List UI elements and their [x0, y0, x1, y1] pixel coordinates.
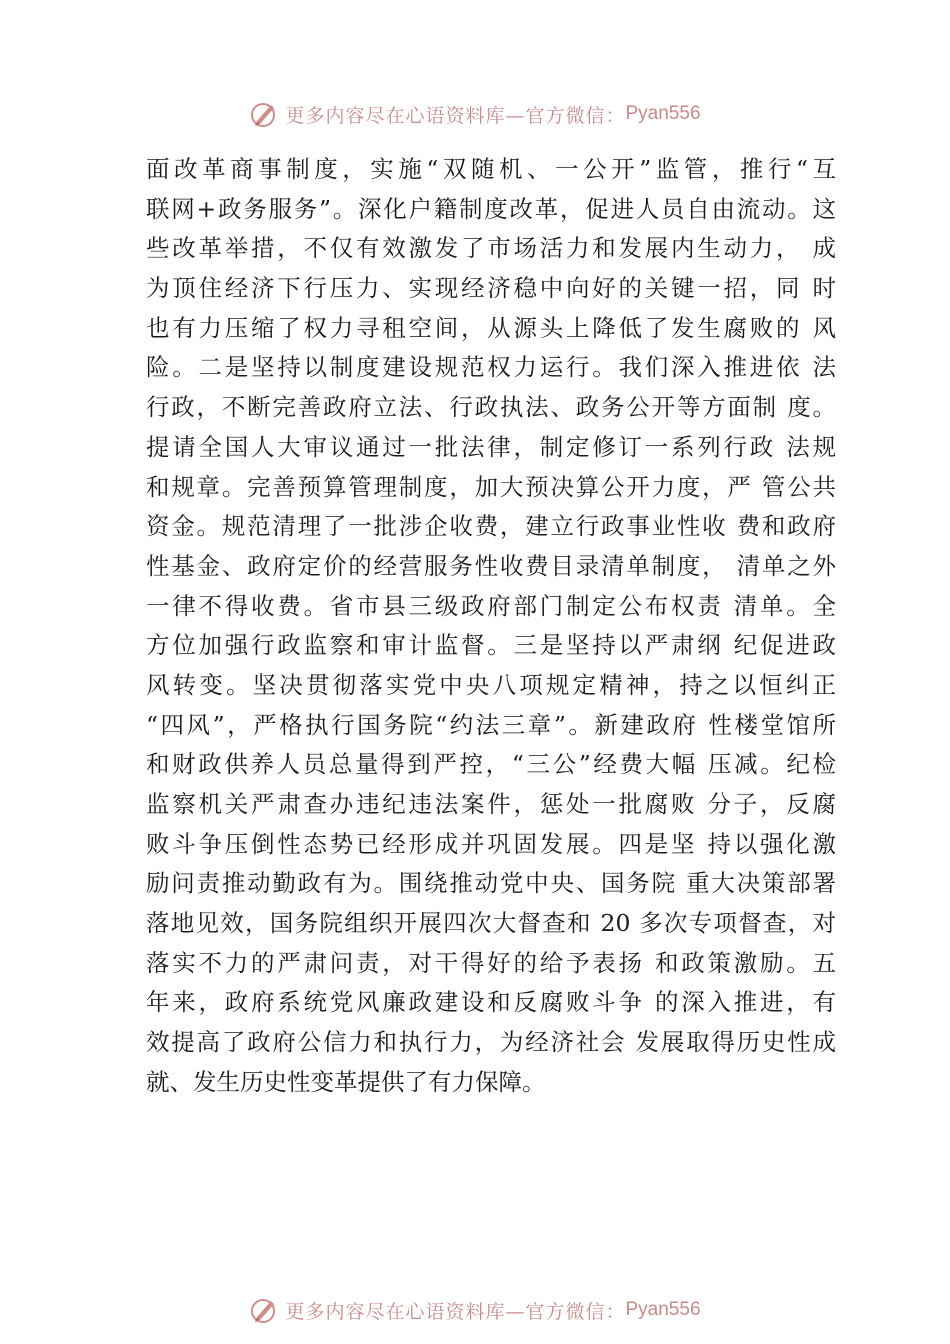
body-line: 年来，政府系统党风廉政建设和反腐败斗争 的深入推进，有 — [146, 988, 836, 1017]
document-body — [146, 150, 836, 1103]
body-line: 资金。规范清理了一批涉企收费，建立行政事业性收 费和政府 — [146, 512, 836, 541]
body-line: “四风”，严格执行国务院“约法三章”。新建政府 性楼堂馆所 — [146, 710, 836, 739]
body-line: 败斗争压倒性态势已经形成并巩固发展。四是坚 持以强化激 — [146, 829, 836, 858]
header-banner — [0, 94, 950, 134]
body-line: 性基金、政府定价的经营服务性收费目录清单制度， 清单之外 — [146, 551, 836, 580]
body-line: 和规章。完善预算管理制度，加大预决算公开力度，严 管公共 — [146, 472, 836, 501]
body-line: 励问责推动勤政有为。围绕推动党中央、国务院 重大决策部署 — [146, 869, 836, 898]
body-line: 联网+政务服务”。深化户籍制度改革，促进人员自由流动。这 — [146, 194, 836, 223]
footer-wechat-id: Pyan556 — [625, 1299, 701, 1320]
pen-logo-icon — [249, 1295, 279, 1325]
footer-banner-text: 更多内容尽在心语资料库—官方微信： — [285, 1300, 626, 1323]
body-line: 风转变。坚决贯彻落实党中央八项规定精神，持之以恒纠正 — [146, 670, 836, 699]
body-line: 一律不得收费。省市县三级政府部门制定公布权责 清单。全 — [146, 591, 836, 620]
body-line: 效提高了政府公信力和执行力，为经济社会 发展取得历史性成 — [146, 1028, 836, 1057]
body-line: 提请全国人大审议通过一批法律，制定修订一系列行政 法规 — [146, 432, 836, 461]
body-line: 些改革举措，不仅有效激发了市场活力和发展内生动力， 成 — [146, 234, 836, 263]
body-line: 也有力压缩了权力寻租空间，从源头上降低了发生腐败的 风 — [146, 313, 836, 342]
pen-logo-icon — [249, 99, 279, 129]
body-line: 监察机关严肃查办违纪违法案件，惩处一批腐败 分子，反腐 — [146, 790, 836, 818]
footer-banner — [0, 1290, 950, 1330]
body-line: 落地见效，国务院组织开展四次大督查和 20 多次专项督查，对 — [146, 909, 836, 938]
body-line: 行政，不断完善政府立法、行政执法、政务公开等方面制 度。 — [146, 393, 836, 422]
body-line: 险。二是坚持以制度建设规范权力运行。我们深入推进依 法 — [146, 353, 836, 382]
body-line: 和财政供养人员总量得到严控，“三公”经费大幅 压减。纪检 — [146, 750, 836, 779]
header-wechat-id: Pyan556 — [625, 103, 701, 124]
body-line: 为顶住经济下行压力、实现经济稳中向好的关键一招，同 时 — [146, 274, 836, 303]
header-banner-text: 更多内容尽在心语资料库—官方微信： — [285, 104, 626, 127]
body-line: 落实不力的严肃问责，对干得好的给予表扬 和政策激励。五 — [146, 948, 836, 977]
body-line: 方位加强行政监察和审计监督。三是坚持以严肃纲 纪促进政 — [146, 631, 836, 660]
body-line: 面改革商事制度，实施“双随机、一公开”监管，推行“互 — [146, 155, 836, 183]
body-line: 就、发生历史性变革提供了有力保障。 — [146, 1067, 546, 1096]
